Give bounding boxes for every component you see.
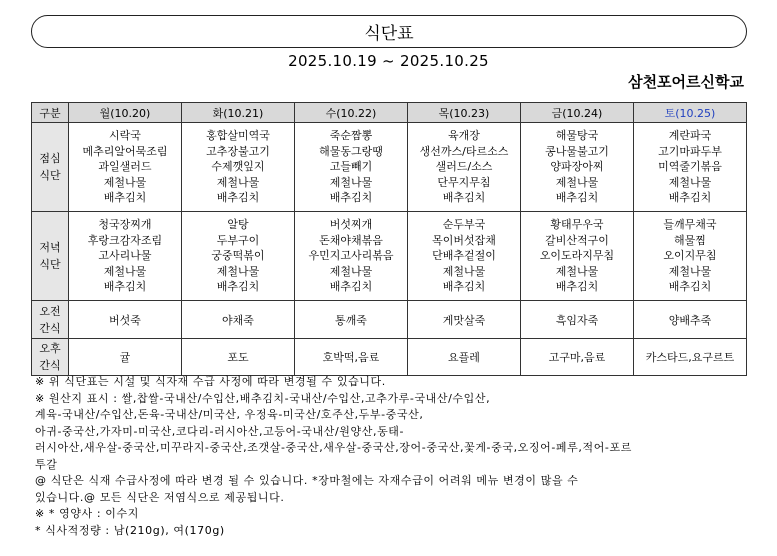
menu-item: 해물찜	[674, 233, 706, 247]
dinner-cell	[295, 212, 408, 301]
header-day: 수(10.22)	[295, 103, 408, 123]
lunch-cell	[69, 123, 182, 212]
menu-item: 고추장불고기	[206, 144, 270, 158]
dinner-cell	[521, 212, 634, 301]
note-line: 러시아산,새우살-중국산,미꾸라지-중국산,조갯살-중국산,새우살-중국산,장어-중국산,꽃게-중국,오징어-페루,적어-포르	[35, 441, 632, 454]
morning-snack-cell: 야채죽	[182, 301, 295, 339]
menu-item: 제철나물	[103, 175, 147, 189]
header-day: 월(10.20)	[69, 103, 182, 123]
menu-item: 해물동그랑땡	[319, 144, 383, 158]
note-line: ※ * 영양사 : 이수지	[35, 507, 139, 520]
menu-item: 샐러드/소스	[435, 160, 493, 174]
dinner-cell	[634, 212, 747, 301]
afternoon-snack-cell: 요플레	[408, 339, 521, 376]
dinner-cell	[408, 212, 521, 301]
menu-item: 배추김치	[329, 280, 373, 294]
dinner-cell	[69, 212, 182, 301]
row-label-dinner: 저녁 식단	[32, 212, 69, 301]
morning-snack-cell: 양배추죽	[634, 301, 747, 339]
note-line: @ 식단은 식재 수급사정에 따라 변경 될 수 있습니다. *장마철에는 자재수급이 어려워 메뉴 변경이 많을 수	[35, 474, 579, 487]
notes-section	[35, 374, 747, 539]
menu-item: 목이버섯잡채	[432, 233, 496, 247]
menu-item: 배추김치	[103, 191, 147, 205]
menu-item: 배추김치	[555, 280, 599, 294]
menu-item: 후랑크감자조림	[87, 233, 163, 247]
morning-snack-row	[32, 301, 747, 339]
note-line: ※ 원산지 표시 : 쌀,찹쌀-국내산/수입산,배추김치-국내산/수입산,고추가루-국내산/수입산,	[35, 391, 491, 405]
menu-item: 제철나물	[329, 175, 373, 189]
menu-item: 양파장아찌	[550, 160, 604, 174]
menu-item: 청국장찌개	[98, 218, 152, 232]
menu-item: 제철나물	[103, 264, 147, 278]
header-day: 화(10.21)	[182, 103, 295, 123]
menu-item: 오이지무침	[663, 249, 717, 263]
menu-item: 배추김치	[329, 191, 373, 205]
menu-item: 버섯찌개	[329, 218, 373, 232]
lunch-row	[32, 123, 747, 212]
menu-item: 제철나물	[555, 175, 599, 189]
menu-item: 제철나물	[442, 264, 486, 278]
note-line: 아귀-중국산,가자미-미국산,코다리-러시아산,고등어-국내산/원양산,동태-	[35, 424, 405, 438]
lunch-cell	[182, 123, 295, 212]
header-corner: 구분	[32, 103, 69, 123]
menu-item: 배추김치	[442, 191, 486, 205]
menu-table	[31, 102, 747, 376]
menu-item: 계란파국	[668, 129, 712, 143]
menu-item: 제철나물	[555, 264, 599, 278]
afternoon-snack-row	[32, 339, 747, 376]
menu-item: 갈비산적구이	[545, 233, 609, 247]
menu-item: 배추김치	[216, 191, 260, 205]
menu-item: 해물탕국	[555, 129, 599, 143]
school-name: 삼천포어르신학교	[628, 73, 744, 91]
lunch-cell	[295, 123, 408, 212]
page-title: 식단표	[364, 24, 414, 44]
menu-item: 제철나물	[216, 175, 260, 189]
afternoon-snack-cell: 카스타드,요구르트	[634, 339, 747, 376]
header-row	[32, 103, 747, 123]
menu-item: 홍합살미역국	[206, 129, 270, 143]
menu-item: 단무지무침	[437, 175, 491, 189]
menu-item: 고기마파두부	[658, 144, 722, 158]
menu-item: 수제깻잎지	[211, 160, 265, 174]
menu-item: 생선까스/타르소스	[419, 144, 509, 158]
menu-item: 두부구이	[216, 233, 260, 247]
menu-item: 돈채야채볶음	[319, 233, 383, 247]
menu-item: 배추김치	[442, 280, 486, 294]
menu-item: 우민지고사리볶음	[308, 249, 394, 263]
menu-item: 제철나물	[329, 264, 373, 278]
dinner-cell	[182, 212, 295, 301]
menu-item: 배추김치	[668, 191, 712, 205]
morning-snack-cell: 통깨죽	[295, 301, 408, 339]
menu-item: 배추김치	[668, 280, 712, 294]
note-line: * 식사적정량 : 남(210g), 여(170g)	[35, 523, 225, 537]
menu-item: 순두부국	[442, 218, 486, 232]
menu-item: 황태무우국	[550, 218, 604, 232]
afternoon-snack-cell: 포도	[182, 339, 295, 376]
menu-item: 제철나물	[668, 175, 712, 189]
menu-item: 궁중떡볶이	[211, 249, 265, 263]
menu-item: 제철나물	[216, 264, 260, 278]
title-box	[31, 15, 747, 48]
dinner-row	[32, 212, 747, 301]
menu-item: 알탕	[227, 218, 249, 232]
menu-item: 배추김치	[216, 280, 260, 294]
row-label-afternoon-snack: 오후 간식	[32, 339, 69, 376]
morning-snack-cell: 버섯죽	[69, 301, 182, 339]
lunch-cell	[521, 123, 634, 212]
menu-item: 제철나물	[668, 264, 712, 278]
menu-item: 단배추겉절이	[432, 249, 496, 263]
header-day-saturday: 토(10.25)	[634, 103, 747, 123]
menu-item: 배추김치	[555, 191, 599, 205]
morning-snack-cell: 게맛살죽	[408, 301, 521, 339]
morning-snack-cell: 흑임자죽	[521, 301, 634, 339]
header-day: 목(10.23)	[408, 103, 521, 123]
menu-item: 메추리알어묵조림	[82, 144, 168, 158]
menu-item: 과일샐러드	[98, 160, 152, 174]
row-label-morning-snack: 오전 간식	[32, 301, 69, 339]
menu-item: 시락국	[109, 129, 141, 143]
row-label-lunch: 점심 식단	[32, 123, 69, 212]
note-line: 있습니다.@ 모든 식단은 저염식으로 제공됩니다.	[35, 490, 285, 504]
menu-item: 육개장	[448, 129, 480, 143]
lunch-cell	[408, 123, 521, 212]
menu-period: 2025.10.19 ~ 2025.10.25	[288, 52, 489, 70]
note-line: 투갈	[35, 457, 58, 471]
menu-item: 콩나물불고기	[545, 144, 609, 158]
menu-item: 들깨무채국	[663, 218, 717, 232]
afternoon-snack-cell: 고구마,음료	[521, 339, 634, 376]
afternoon-snack-cell: 호박떡,음료	[295, 339, 408, 376]
menu-item: 오이도라지무침	[539, 249, 615, 263]
menu-item: 죽순짬뽕	[329, 129, 373, 143]
lunch-cell	[634, 123, 747, 212]
menu-item: 미역줄기볶음	[658, 160, 722, 174]
note-line: ※ 위 식단표는 시설 및 식자재 수급 사정에 따라 변경될 수 있습니다.	[35, 375, 386, 388]
menu-item: 고들빼기	[329, 160, 373, 174]
menu-item: 배추김치	[103, 280, 147, 294]
header-day: 금(10.24)	[521, 103, 634, 123]
note-line: 계육-국내산/수입산,돈육-국내산/미국산, 우정육-미국산/호주산,두부-중국산,	[35, 408, 424, 421]
afternoon-snack-cell: 귤	[69, 339, 182, 376]
menu-item: 고사리나물	[98, 249, 152, 263]
